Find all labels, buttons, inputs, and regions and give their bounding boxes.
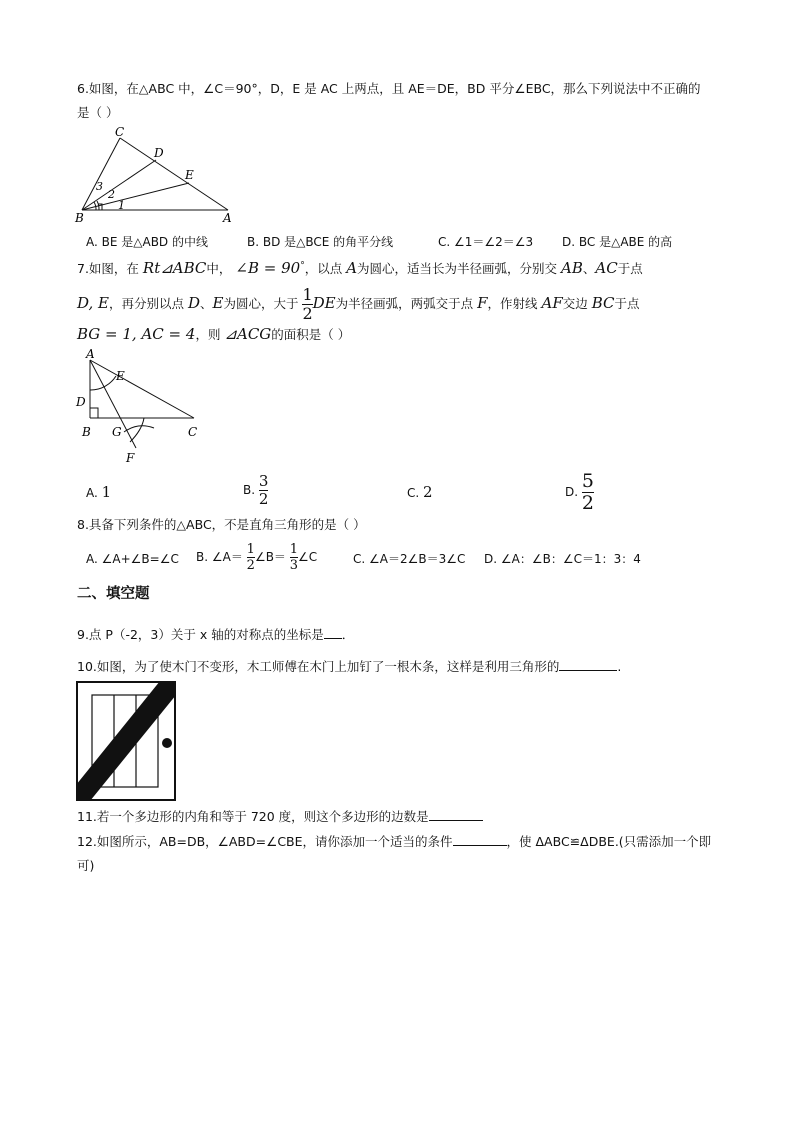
q6-label-B: B: [75, 211, 84, 224]
q7-label-D: D: [76, 395, 86, 409]
wooden-door-figure: [76, 681, 176, 801]
q6-option-d: D. BC 是△ABE 的高: [562, 235, 673, 249]
q11-answer-blank[interactable]: [429, 808, 483, 821]
q9-answer-blank[interactable]: [324, 626, 342, 639]
q10-stem: 10.如图，为了使木门不变形，木工师傅在木门上加钉了一根木条，这样是利用三角形的 .: [77, 659, 622, 674]
q10-answer-blank[interactable]: [559, 658, 617, 671]
q7-label-C: C: [188, 425, 198, 439]
q7-label-B: B: [82, 425, 91, 439]
q6-option-c: C. ∠1＝∠2＝∠3: [438, 235, 534, 249]
fraction-one-half: $\frac{1}{2}$: [302, 285, 313, 323]
q6-label-C: C: [115, 125, 125, 139]
q7-triangle-figure: [72, 346, 212, 468]
q7-label-F: F: [126, 451, 135, 465]
q12-stem-line1: 12.如图所示，AB=DB，∠ABD=∠CBE，请你添加一个适当的条件 ，使 ΔABC≌ΔDBE.(只需添加一个即: [77, 834, 712, 849]
q7-stem-line2: D, E，再分别以点 D、E为圆心，大于 $\frac{1}{2}$ DE为半径画弧，两弧交于点 F，作射线 AF交边 BC于点: [77, 285, 640, 323]
q6-option-b: B. BD 是△BCE 的角平分线: [247, 235, 394, 249]
q6-label-E: E: [185, 168, 194, 182]
q6-label-3: 3: [96, 180, 103, 193]
q8-option-a: A. ∠A+∠B=∠C: [86, 552, 179, 566]
q6-label-D: D: [154, 146, 164, 160]
q8-stem: 8.具备下列条件的△ABC，不是直角三角形的是（ ）: [77, 517, 366, 532]
q7-option-c: C. 2: [407, 483, 433, 501]
q7-option-d: D. $\frac{5}{2}$: [565, 470, 594, 514]
q8-option-b: B. ∠A＝ $\frac{1}{2}$ ∠B＝ $\frac{1}{3}$ ∠C: [196, 542, 318, 573]
q12-stem-line2: 可): [77, 858, 95, 873]
q7-label-E: E: [116, 369, 125, 383]
q6-label-2: 2: [108, 188, 115, 201]
q7-stem-line1: 7.如图，在 Rt⊿ABC中， ∠B = 90°，以点 A为圆心，适当长为半径画弧，分别交 AB、AC于点: [77, 259, 643, 278]
q6-option-a: A. BE 是△ABD 的中线: [86, 235, 208, 249]
q6-label-1: 1: [118, 199, 125, 212]
q12-answer-blank[interactable]: [453, 833, 507, 846]
q6-stem-line2: 是（ ）: [77, 105, 119, 120]
q7-option-b: B. $\frac{3}{2}$: [243, 472, 269, 508]
q6-triangle-figure: [70, 124, 240, 224]
q9-stem: 9.点 P（-2，3）关于 x 轴的对称点的坐标是 ．: [77, 627, 355, 642]
q7-stem-line3: BG = 1, AC = 4，则 ⊿ACG的面积是（ ）: [77, 325, 351, 343]
q7-option-a: A. 1: [86, 483, 112, 501]
q6-label-A: A: [223, 211, 232, 224]
q6-stem-line1: 6.如图，在△ABC 中，∠C＝90°，D，E 是 AC 上两点，且 AE＝DE，BD 平分∠EBC，那么下列说法中不正确的: [77, 81, 701, 96]
door-knob-icon: [162, 738, 172, 748]
q7-label-G: G: [112, 425, 122, 439]
q8-option-d: D. ∠A：∠B：∠C＝1：3：4: [484, 552, 641, 566]
q11-stem: 11.若一个多边形的内角和等于 720 度，则这个多边形的边数是: [77, 808, 483, 825]
section-title-fill-in: 二、填空题: [77, 586, 150, 602]
q7-label-A: A: [86, 347, 95, 361]
q8-option-c: C. ∠A＝2∠B＝3∠C: [353, 552, 466, 566]
